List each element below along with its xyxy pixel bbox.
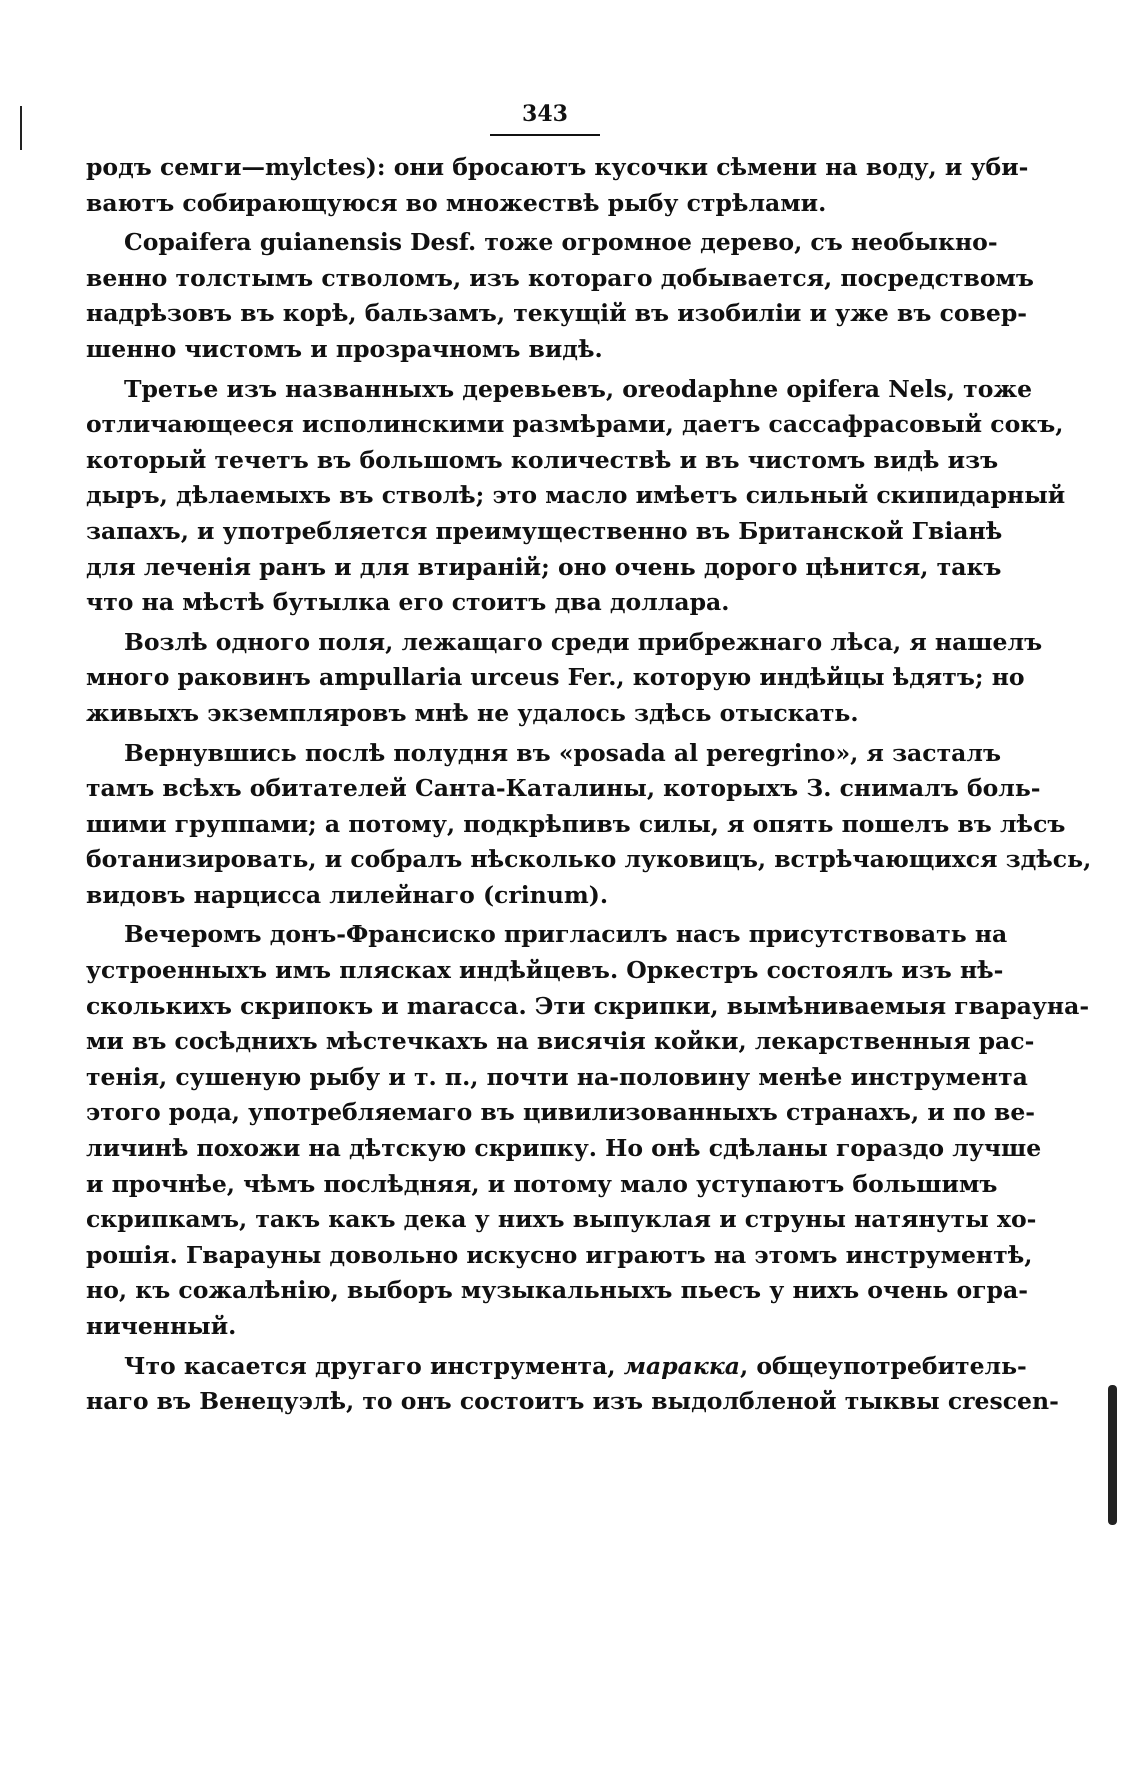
text-line: много раковинъ ampullaria urceus Fer., которую индѣйцы ѣдятъ; но (86, 663, 1025, 692)
text-line: отличающееся исполинскими размѣрами, даетъ сассафрасовый сокъ, (86, 410, 1064, 439)
text-line: для леченія ранъ и для втираній; оно очень дорого цѣнится, такъ (86, 552, 1002, 581)
text-line: тамъ всѣхъ обитателей Санта-Каталины, которыхъ З. снималъ боль- (86, 774, 1041, 803)
text-line: скрипкамъ, такъ какъ дека у нихъ выпуклая и струны натянуты хо- (86, 1205, 1037, 1234)
text-line: видовъ нарцисса лилейнаго (crinum). (86, 880, 609, 909)
text-line: ваютъ собирающуюся во множествѣ рыбу стрѣлами. (86, 188, 827, 217)
text-line: и прочнѣе, чѣмъ послѣдняя, и потому мало уступаютъ большимъ (86, 1169, 998, 1198)
body-text (86, 150, 1092, 1424)
margin-mark-top (20, 106, 22, 150)
text-line: что на мѣстѣ бутылка его стоитъ два доллара. (86, 588, 730, 617)
paragraph-3 (86, 372, 1066, 621)
text-line: Вернувшись послѣ полудня въ «posada al peregrino», я засталъ (124, 738, 1001, 767)
text-line: запахъ, и употребляется преимущественно въ Британской Гвіанѣ (86, 516, 1003, 545)
text-line: шими группами; а потому, подкрѣпивъ силы, я опять пошелъ въ лѣсъ (86, 809, 1066, 838)
text-line: тенія, сушеную рыбу и т. п., почти на-половину менѣе инструмента (86, 1062, 1028, 1091)
text-line: сколькихъ скрипокъ и maracca. Эти скрипки, вымѣниваемыя гварауна- (86, 991, 1090, 1020)
text-line: Copaifera guianensis Desf. тоже огромное дерево, съ необыкно- (124, 228, 998, 257)
text-line: ми въ сосѣднихъ мѣстечкахъ на висячія койки, лекарственныя рас- (86, 1027, 1035, 1056)
text-line-with-italic: Что касается другаго инструмента, маракка, общеупотребитель- (124, 1351, 1027, 1380)
text-line: устроенныхъ имъ плясках индѣйцевъ. Оркестръ состоялъ изъ нѣ- (86, 956, 1004, 985)
text-line: родъ семги—mylctes): они бросаютъ кусочки сѣмени на воду, и уби- (86, 153, 1029, 181)
paragraph-1 (86, 150, 1029, 221)
text-line: этого рода, употребляемаго въ цивилизованныхъ странахъ, и по ве- (86, 1098, 1036, 1127)
text-line: который течетъ въ большомъ количествѣ и въ чистомъ видѣ изъ (86, 445, 999, 474)
paragraph-5 (86, 736, 1092, 914)
text-line: ниченный. (86, 1312, 237, 1340)
text-line: Вечеромъ донъ-Франсиско пригласилъ насъ присутствовать на (124, 920, 1008, 949)
margin-mark-right (1108, 1385, 1117, 1525)
text-line: ботанизировать, и собралъ нѣсколько луковицъ, встрѣчающихся здѣсь, (86, 845, 1092, 874)
text-line: Третье изъ названныхъ деревьевъ, oreodaphne opifera Nels, тоже (124, 374, 1033, 403)
page-number: 343 (522, 101, 568, 127)
text-line: наго въ Венецуэлѣ, то онъ состоитъ изъ выдолбленой тыквы crescen- (86, 1387, 1059, 1416)
paragraph-4 (86, 625, 1043, 732)
text-line: дыръ, дѣлаемыхъ въ стволѣ; это масло имѣетъ сильный скипидарный (86, 481, 1066, 510)
text-line: рошія. Гварауны довольно искусно играютъ на этомъ инструментѣ, (86, 1240, 1033, 1269)
paragraph-6 (86, 917, 1090, 1344)
text-line: Возлѣ одного поля, лежащаго среди прибрежнаго лѣса, я нашелъ (124, 627, 1043, 656)
text-line: но, къ сожалѣнію, выборъ музыкальныхъ пьесъ у нихъ очень огра- (86, 1276, 1028, 1305)
text-line: шенно чистомъ и прозрачномъ видѣ. (86, 334, 603, 363)
italic-term: маракка (623, 1351, 740, 1380)
text-line: живыхъ экземпляровъ мнѣ не удалось здѣсь отыскать. (86, 698, 859, 727)
text-line: венно толстымъ стволомъ, изъ котораго добывается, посредствомъ (86, 263, 1034, 292)
text-line: надрѣзовъ въ корѣ, бальзамъ, текущій въ изобиліи и уже въ совер- (86, 299, 1028, 328)
text-line: личинѣ похожи на дѣтскую скрипку. Но онѣ сдѣланы гораздо лучше (86, 1134, 1042, 1163)
paragraph-2 (86, 225, 1034, 367)
paragraph-7 (86, 1349, 1059, 1420)
page-number-rule (490, 134, 600, 136)
